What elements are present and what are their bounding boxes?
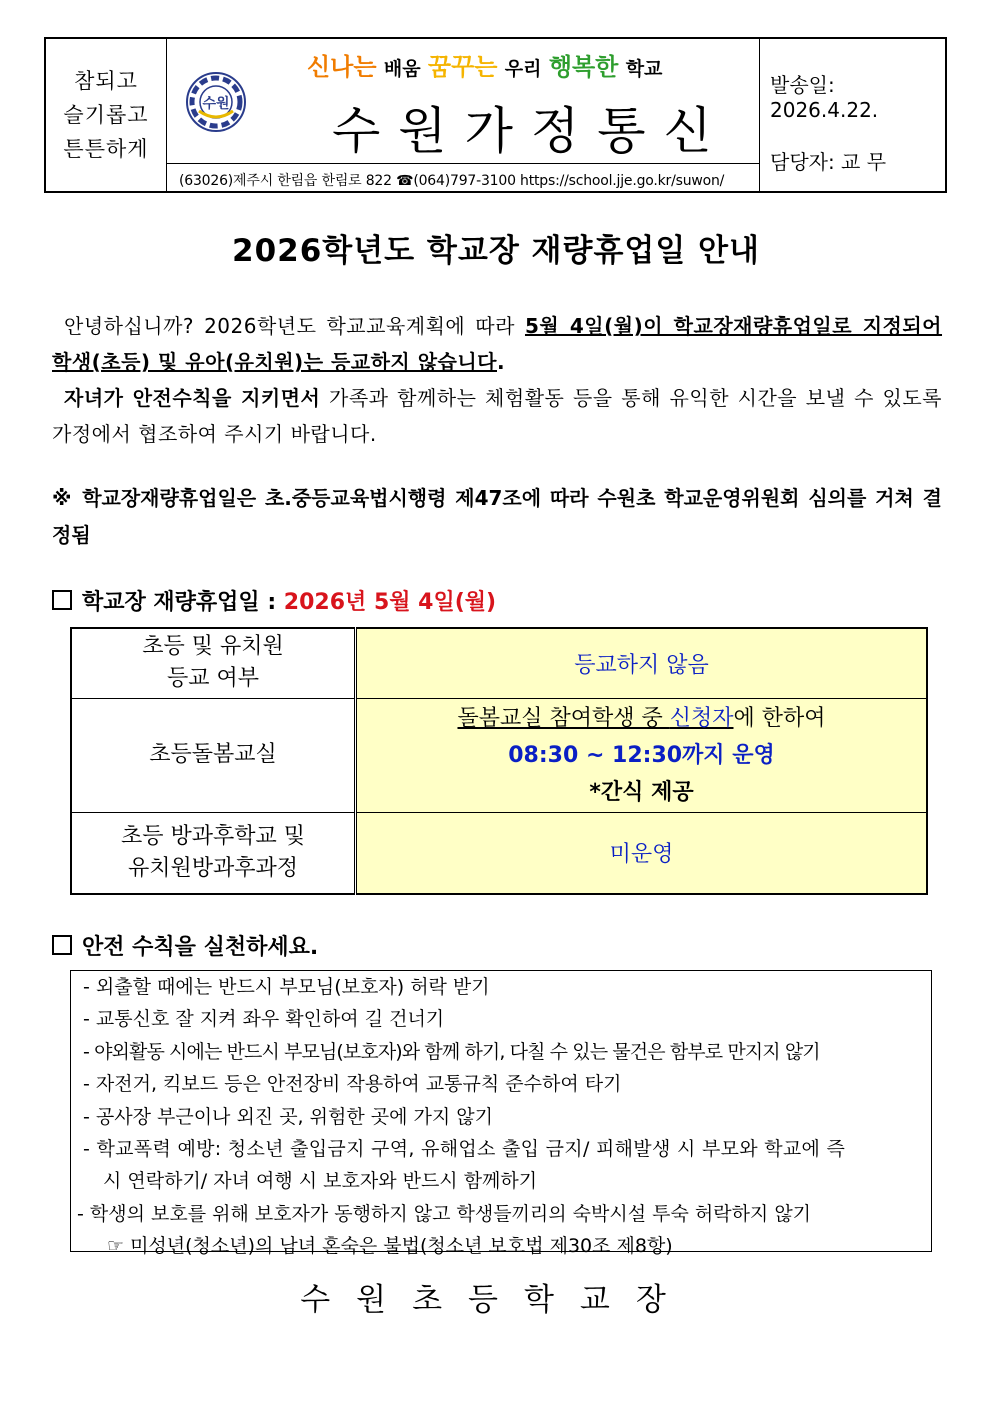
slogan-word-6: 학교 (625, 58, 663, 80)
list-item: 시 연락하기/ 자녀 여행 시 보호자와 반드시 함께하기 (103, 1170, 538, 1193)
school-slogan (307, 47, 662, 82)
newsletter-title: 수원가정통신 (332, 102, 730, 160)
school-address: (63026)제주시 한림읍 한림로 822 ☎(064)797-3100 https://school.jje.go.kr/suwon/ (179, 173, 725, 189)
slogan-word-4: 우리 (504, 58, 542, 80)
row-label-line-2: 유치원방과후과정 (127, 855, 299, 881)
intro-p2-bold: 자녀가 안전수칙을 지키면서 (64, 386, 321, 410)
document-title: 2026학년도 학교장 재량휴업일 안내 (232, 233, 760, 269)
care-line1-c: 에 한하여 (733, 705, 826, 731)
intro-p1-highlight: 5월 4일(월)이 학교장재량휴업일로 지정되어 학생(초등) 및 유아(유치원)는 등교하지 않습니다 (52, 314, 943, 374)
care-hours: 08:30 ~ 12:30까지 운영 (508, 742, 775, 768)
holiday-info-table (70, 627, 928, 895)
care-line1-a: 돌봄교실 참여학생 중 (457, 705, 670, 731)
motto-line-2: 슬기롭고 (63, 103, 149, 127)
sent-date: 발송일: 2026.4.22. (770, 73, 879, 122)
row-label (71, 812, 356, 894)
list-item: ☞ 미성년(청소년)의 남녀 혼숙은 불법(청소년 보호법 제30조 제8항) (107, 1235, 673, 1258)
intro-p1-a: 안녕하십니까? 2026학년도 학교교육계획에 따라 (64, 314, 525, 338)
care-line1-b: 신청자 (669, 705, 734, 731)
list-item: - 외출할 때에는 반드시 부모님(보호자) 허락 받기 (83, 976, 490, 998)
slogan-word-1: 신나는 (307, 53, 377, 81)
section-holiday-label: 학교장 재량휴업일 : (82, 590, 284, 615)
row-value-afterschool: 미운영 (356, 812, 928, 894)
table-row (71, 628, 927, 698)
list-item: - 자전거, 킥보드 등은 안전장비 작용하여 교통규칙 준수하여 타기 (83, 1073, 622, 1096)
list-item: - 교통신호 잘 지켜 좌우 확인하여 길 건너기 (83, 1008, 445, 1031)
list-item: - 학생의 보호를 위해 보호자가 동행하지 않고 학생들끼리의 숙박시설 투숙 허락하지 않기 (77, 1202, 812, 1225)
slogan-word-2: 배움 (383, 58, 421, 80)
motto-line-3: 튼튼하게 (63, 137, 149, 161)
list-item: - 학교폭력 예방: 청소년 출입금지 구역, 유해업소 출입 금지/ 피해발생 시 부모와 학교에 즉 (83, 1138, 846, 1161)
school-motto (46, 39, 167, 191)
header-meta (760, 39, 945, 191)
slogan-word-3: 꿈꾸는 (427, 53, 498, 81)
row-value-care (356, 698, 928, 812)
logo-text: 수원 (202, 96, 230, 112)
safety-rules-box (70, 970, 932, 1258)
table-row (71, 812, 927, 894)
intro-p1-c: . (497, 350, 506, 374)
list-item: - 공사장 부근이나 외진 곳, 위험한 곳에 가지 않기 (83, 1105, 493, 1128)
checkbox-square-icon (52, 935, 72, 955)
intro-paragraph-1 (52, 308, 942, 380)
intro-paragraph-2 (52, 380, 942, 452)
holiday-date: 2026년 5월 4일(월) (283, 590, 497, 615)
slogan-word-5: 행복한 (548, 53, 619, 81)
header-center (167, 39, 760, 191)
checkbox-square-icon (52, 590, 72, 610)
section-holiday (52, 585, 496, 616)
row-label-line-1: 초등 방과후학교 및 (120, 823, 305, 849)
row-label (71, 628, 356, 698)
person-in-charge: 담당자: 교 무 (770, 150, 887, 174)
care-snack: *간식 제공 (589, 779, 694, 805)
table-row (71, 698, 927, 812)
motto-line-1: 참되고 (74, 69, 138, 93)
row-value-attendance: 등교하지 않음 (356, 628, 928, 698)
legal-note: ※ 학교장재량휴업일은 초.중등교육법시행령 제47조에 따라 수원초 학교운영위원회 심의를 거쳐 결정됨 (52, 486, 942, 547)
section-safety (52, 930, 318, 961)
section-safety-label: 안전 수칙을 실천하세요. (82, 935, 319, 960)
list-item: - 야외활동 시에는 반드시 부모님(보호자)와 함께 하기, 다칠 수 있는 물건은 함부로 만지지 않기 (83, 1040, 820, 1063)
row-label-line-1: 초등 및 유치원 (142, 634, 284, 660)
newsletter-header (44, 37, 947, 193)
signature-principal: 수원초등학교장 (300, 1282, 692, 1318)
row-label: 초등돌봄교실 (71, 698, 356, 812)
school-logo-icon (185, 71, 247, 133)
intro-p2-rest: 가족과 함께하는 체험활동 등을 통해 유익한 시간을 보낼 수 있도록 가정에서 협조하여 주시기 바랍니다. (52, 386, 943, 446)
row-label-line-2: 등교 여부 (166, 666, 259, 692)
